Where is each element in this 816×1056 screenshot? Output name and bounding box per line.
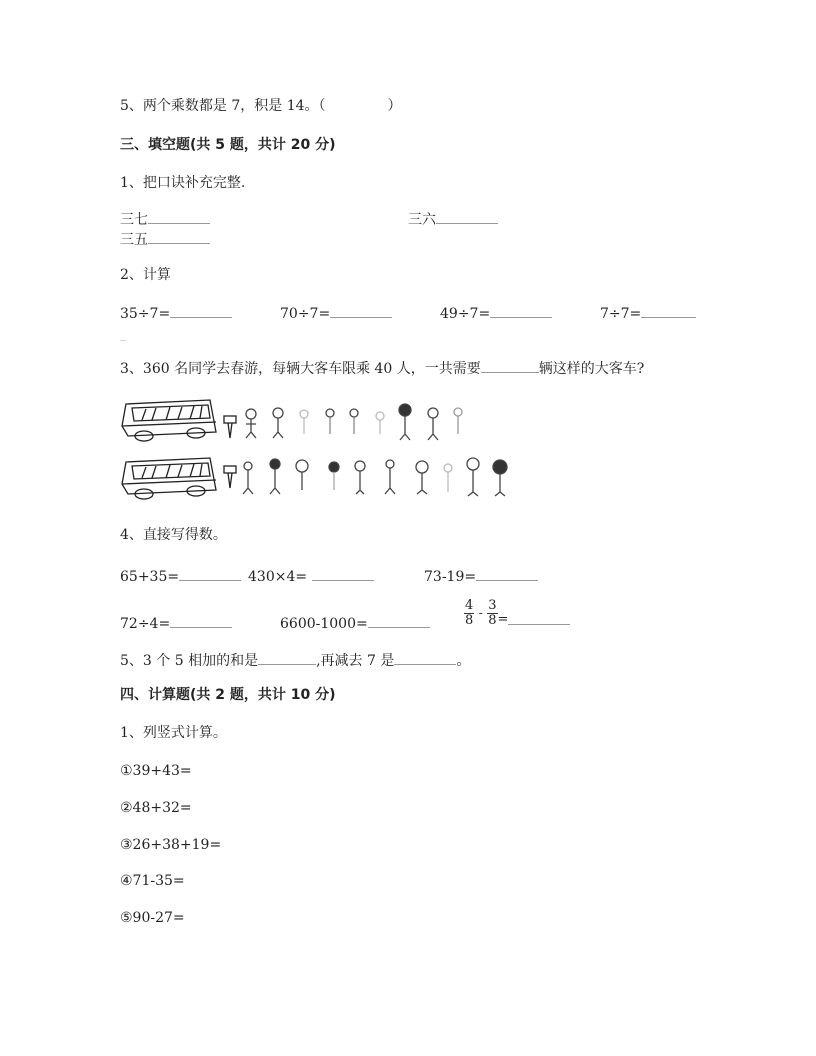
calc-expression: 6600-1000= bbox=[280, 616, 368, 632]
question-4-1: 1、列竖式计算。 bbox=[120, 725, 227, 741]
question-text: 5、3 个 5 相加的和是 bbox=[120, 653, 259, 669]
answer-blank[interactable] bbox=[481, 358, 539, 373]
calc-expression: 35÷7= bbox=[120, 306, 171, 322]
answer-blank[interactable] bbox=[436, 209, 498, 224]
sign-icon bbox=[224, 416, 236, 438]
calc-item-1 bbox=[120, 303, 232, 323]
answer-blank[interactable] bbox=[508, 610, 570, 625]
answer-blank[interactable] bbox=[490, 303, 552, 318]
fill-item-1 bbox=[120, 209, 210, 229]
sign-icon bbox=[224, 466, 236, 488]
calc-expression: 65+35= bbox=[120, 569, 180, 585]
section-3-title: 三、填空题(共 5 题，共计 20 分) bbox=[120, 137, 336, 153]
bus-children-illustration bbox=[118, 396, 518, 508]
question-3-2: 2、计算 bbox=[120, 267, 171, 283]
direct-calc-4 bbox=[120, 613, 232, 633]
direct-calc-1 bbox=[120, 566, 241, 586]
calc-expression: 7÷7= bbox=[600, 306, 642, 322]
question-text: 辆这样的大客车? bbox=[538, 361, 645, 377]
answer-blank[interactable] bbox=[330, 303, 392, 318]
bus-icon bbox=[122, 400, 216, 441]
answer-blank[interactable] bbox=[148, 229, 210, 244]
vertical-calc-4: ④71-35= bbox=[120, 873, 185, 889]
equals-sign: = bbox=[497, 612, 509, 627]
direct-calc-6-fraction bbox=[464, 597, 570, 636]
calc-expression: 49÷7= bbox=[440, 306, 491, 322]
calc-item-2 bbox=[280, 303, 392, 323]
children-group-icon bbox=[243, 458, 507, 496]
question-text: 3、360 名同学去春游，每辆大客车限乘 40 人，一共需要 bbox=[120, 361, 481, 377]
fill-label: 三六 bbox=[408, 212, 436, 228]
calc-item-3 bbox=[440, 303, 552, 323]
question-3-4: 4、直接写得数。 bbox=[120, 527, 227, 543]
answer-blank[interactable] bbox=[641, 303, 696, 318]
bus-row-1 bbox=[122, 400, 462, 441]
fill-label: 三五 bbox=[120, 232, 148, 248]
question-text: ,再减去 7 是 bbox=[316, 653, 395, 669]
close-paren: ） bbox=[387, 98, 402, 114]
minus-sign: - bbox=[478, 606, 483, 620]
answer-blank[interactable] bbox=[368, 613, 430, 628]
vertical-calc-3: ③26+38+19= bbox=[120, 837, 222, 853]
question-3-1: 1、把口诀补充完整. bbox=[120, 175, 246, 191]
calc-expression: 73-19= bbox=[424, 569, 477, 585]
fraction-b: $\frac{3}{8}$ bbox=[488, 597, 497, 628]
fill-item-3 bbox=[120, 229, 210, 249]
answer-blank[interactable] bbox=[170, 613, 232, 628]
bus-icon bbox=[122, 458, 216, 499]
answer-blank[interactable] bbox=[170, 303, 232, 318]
bus-row-2 bbox=[122, 458, 507, 499]
fill-item-2 bbox=[408, 209, 498, 229]
question-3-5 bbox=[120, 650, 470, 670]
section-4-title: 四、计算题(共 2 题，共计 10 分) bbox=[120, 687, 336, 703]
answer-blank[interactable] bbox=[394, 650, 456, 665]
answer-blank[interactable] bbox=[148, 209, 210, 224]
question-text: 。 bbox=[456, 653, 471, 669]
calc-item-4 bbox=[600, 303, 696, 323]
direct-calc-5 bbox=[280, 613, 430, 633]
question-3-3 bbox=[120, 358, 644, 378]
stray-underscore: _ bbox=[120, 327, 126, 341]
fraction-a: $\frac{4}{8}$ bbox=[465, 597, 474, 628]
vertical-calc-2: ②48+32= bbox=[120, 800, 192, 816]
calc-expression: 430×4= bbox=[248, 569, 312, 585]
answer-blank[interactable] bbox=[476, 566, 538, 581]
vertical-calc-1: ①39+43= bbox=[120, 763, 192, 779]
answer-blank[interactable] bbox=[179, 566, 241, 581]
question-2-5 bbox=[120, 97, 402, 115]
calc-expression: 70÷7= bbox=[280, 306, 331, 322]
answer-blank[interactable] bbox=[258, 650, 316, 665]
answer-blank[interactable] bbox=[312, 566, 374, 581]
children-group-icon bbox=[246, 404, 462, 440]
question-text: 5、两个乘数都是 7，积是 14。（ bbox=[120, 98, 326, 114]
fill-label: 三七 bbox=[120, 212, 148, 228]
calc-expression: 72÷4= bbox=[120, 616, 171, 632]
direct-calc-2 bbox=[248, 566, 374, 586]
vertical-calc-5: ⑤90-27= bbox=[120, 910, 185, 926]
direct-calc-3 bbox=[424, 566, 538, 586]
